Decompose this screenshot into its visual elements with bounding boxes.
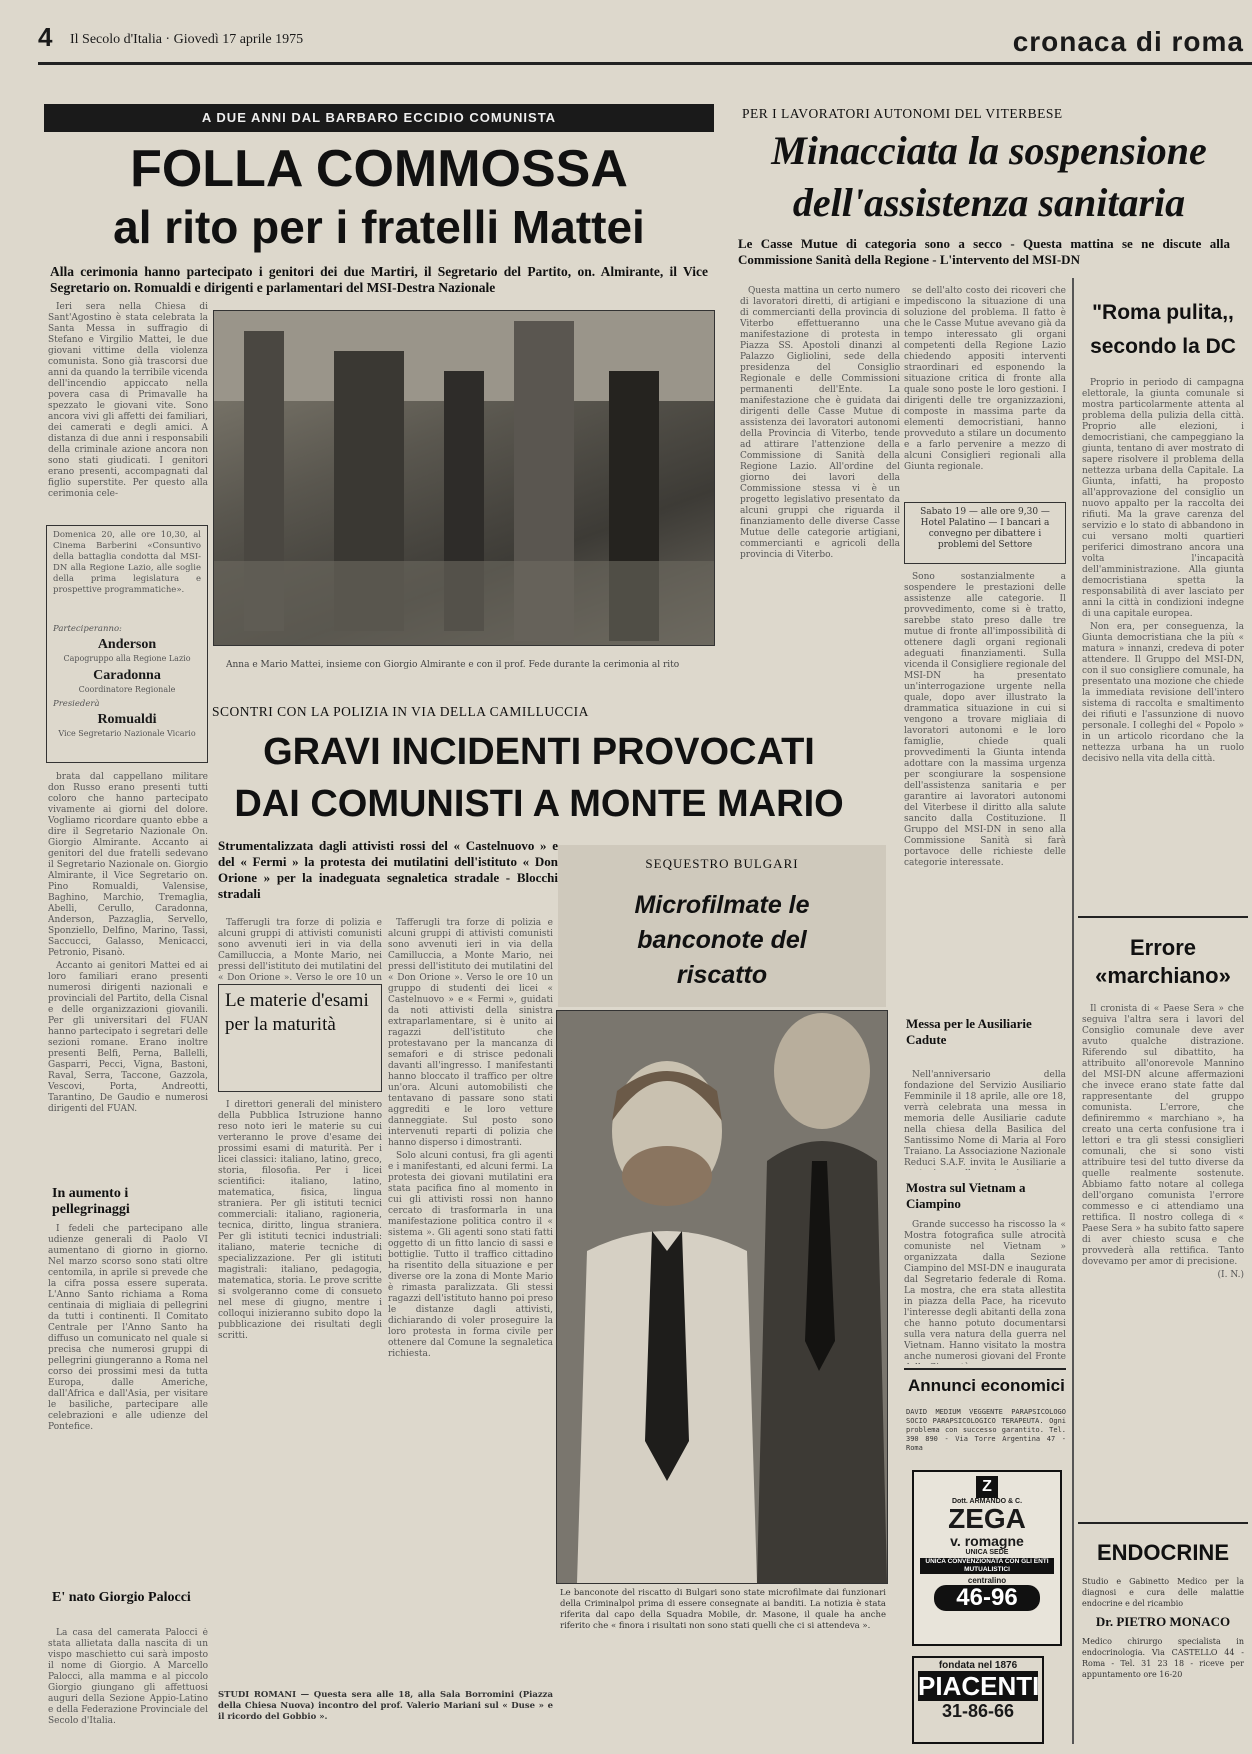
viterbo-headline-2: dell'assistenza sanitaria [792,180,1186,225]
monte-mario-deck: Strumentalizzata dagli attivisti rossi del « Castelnuovo » e del « Fermi » la protesta dei mutilatini dell'istituto « Don Orione » per la inadeguata segnaletica stradale - Blocchi stradali [218,838,558,901]
sabato-box [904,502,1066,564]
piacenti-founded: fondata nel 1876 [938,1660,1018,1671]
mattei-photo-caption: Anna e Mario Mattei, insieme con Giorgio Almirante e con il prof. Fede durante la cerimonia al rito [226,660,680,670]
monte-mario-body-1 [218,918,382,982]
mattei-deck: Alla cerimonia hanno partecipato i genitori dei due Martiri, il Segretario del Partito, on. Almirante, il Vice Segretario on. Romualdi e dirigenti e parlamentari del MSI-Destra Nazionale [50,264,708,295]
monte-mario-body-2-text: Solo alcuni contusi, fra gli agenti e i manifestanti, ed alcuni fermi. La protesta dei giovani mutilatini era stata pacifica fino al momento in cui gli attivisti rossi non hanno cercato di trasformarla in una manifestazione politica contro il « sistema ». Gli agenti sono stati fatti oggetto di un fitto lancio di sassi e bottiglie. Tutto il traffico cittadino ha risentito della situazione e per diverse ore la zona di Monte Mario è rimasta paralizzata. Gli stessi ragazzi dell'istituto hanno poi preso le distanze dagli attivisti, dichiarando di voler proseguire la loro protesta in forma civile per ottenere dal Comune la segnaletica richiesta. [388,1151,553,1359]
maturita-body-text: I direttori generali del ministero della Pubblica Istruzione hanno reso noto ieri le materie su cui verteranno le prove d'esame dei prossimi esami di maturità. Per i licei classici: italiano, latino, greco, storia, filosofia. Per i licei scientifici: italiano, latino, matematica, fisica, lingua straniera. Per gli istituti tecnici commerciali: italiano, ragioneria, tecnica, diritto, lingua straniera. Per gli istituti tecnici industriali: italiano, materie tecniche di specializzazione. Per gli istituti magistrali: italiano, pedagogia, matematica, storia. Le prove scritte si svolgeranno come di consueto nel mese di giugno, mentre i colloqui inizieranno subito dopo la pubblicazione dei risultati degli scritti. [218,1100,382,1341]
monte-mario-kicker: SCONTRI CON LA POLIZIA IN VIA DELLA CAMILLUCCIA [212,704,589,719]
convegno-role-1: Capogruppo alla Regione Lazio [63,654,191,663]
maturita-title: Le materie d'esami per la maturità [225,990,369,1035]
bulgari-headline: Microfilmate le banconote del riscatto [634,891,810,989]
roma-pulita-title-2: secondo la DC [1090,335,1236,358]
convegno-intro: Domenica 20, alle ore 10,30, al Cinema Barberini «Consuntivo della battaglia condotta dal MSI-DN alla Regione Lazio, alle soglie della prima legislatura e prospettive programmatiche». [53,530,201,595]
mattei-body-2-text: brata dal cappellano militare don Russo erano presenti tutti coloro che hanno partecipato vivamente ai giorni del dolore. Vogliamo ricordare quanto ebbe a dire il Segretario Nazionale On. Giorgio Almirante. Accanto ai genitori del due fratelli sedevano il Segretario Nazionale on. Giorgio Almirante, il Vice Segretario on. Pino Romualdi, Valensise, Baghino, Marchio, Tremaglia, Abelli, Cerullo, Caradonna, Anderson, Pazzaglia, Servello, Sponziello, Delfino, Marino, Tassi, Saccucci, Galasso, Menicacci, Petronio, Pisanò. [48,772,208,958]
viterbo-headline-1: Minacciata la sospensione [771,128,1207,173]
photo-icon [557,1011,887,1583]
annunci-rule [904,1368,1066,1370]
maturita-box [218,984,382,1092]
errore-body [1082,1004,1244,1504]
zega-convenzione: UNICA CONVENZIONATA CON GLI ENTI MUTUALISTICI [920,1558,1054,1574]
annunci-title: Annunci economici [908,1376,1065,1395]
mattei-body-1-text: Ieri sera nella Chiesa di Sant'Agostino è stata celebrata la Santa Messa in suffragio di Stefano e Virgilio Mattei, le due giovani vittime della violenza comunista. Sono già trascorsi due anni da quando la terribile vicenda dell'incendio appiccato nella povera casa di Primavalle ha spezzato le giovani vite. Sono ancora vivi gli affetti dei familiari, dei camerati e degli amici. A distanza di due anni i responsabili della criminale azione ancora non sono stati giudicati. I genitori erano presenti, accompagnati dal figlio superstite. Per questo alla cerimonia cele- [48,302,208,499]
endocrine-title: ENDOCRINE [1096,1540,1229,1565]
vietnam-body [904,1220,1066,1364]
convegno-box [46,525,208,763]
section-title: cronaca di roma [1012,26,1244,57]
convegno-speaker-3: Romualdi [97,712,157,727]
endocrine-address: Medico chirurgo specialista in endocrinologia. Via CASTELLO 44 - Roma - Tel. 31 23 18 - riceve per appuntamento ore 16-20 [1082,1637,1244,1679]
viterbo-body-3-text: Sono sostanzialmente a sospendere le prestazioni delle assistenze alle categorie. Il provvedimento, come si è tratto, sarebbe stato preso dalle tre mutue di fronte all'impossibilità di ottenere dagli organi regionali adeguati finanziamenti. Sulla vicenda il Consigliere regionale del MSI-DN ha presentato un'interrogazione urgente nella quale, dopo aver illustrato la drammatica situazione in cui si vengono a trovare migliaia di lavoratori autonomi e le loro famiglie, chiede quali provvedimenti la Giunta intenda adottare con la massima urgenza per scongiurare la sospensione dell'assistenza sanitaria e per garantire ai lavoratori autonomi del Viterbese il diritto alla salute sancito dalla Costituzione. Il Gruppo del MSI-DN in seno alla Commissione Sanità si farà portavoce delle richieste delle categorie interessate. [904,572,1066,868]
errore-signature: (I. N.) [1217,1270,1244,1280]
viterbo-body-1 [740,286,900,682]
endocrine-rule [1078,1522,1248,1524]
mattei-body-1 [48,302,208,512]
zega-unica-sede: UNICA SEDE [965,1549,1009,1556]
vietnam-title: Mostra sul Vietnam a Ciampino [906,1180,1026,1211]
monte-mario-body-1b-text: Tafferugli tra forze di polizia e alcuni gruppi di attivisti comunisti sono avvenuti ieri in via della Camilluccia, a Monte Mario, nei pressi dell'istituto dei mutilatini del « Don Orione ». Verso le ore 10 un gruppo di studenti dei licei « Castelnuovo » e « Fermi », guidati da noti attivisti della sinistra extraparlamentare, si è unito ai ragazzi dell'istituto che protestavano per la mancanza di semafori e di strisce pedonali davanti all'ingresso. I manifestanti hanno bloccato il traffico per oltre un'ora. Alcuni automobilisti che tentavano di passare sono stati aggrediti e le loro vetture danneggiate. Sul posto sono intervenuti reparti di polizia che hanno disperso i dimostranti. [388,918,553,1148]
viterbo-body-1-text: Questa mattina un certo numero di lavoratori diretti, di artigiani e di commercianti della provincia di Viterbo effettueranno una manifestazione di protesta in Piazza SS. Apostoli dinanzi al Palazzo Gigliolini, sede della presidenza del Consiglio Regionale e delle Commissioni permanenti dell'Ente. La manifestazione che è guidata dai dirigenti delle Casse Mutue di assistenza dei lavoratori autonomi della Provincia di Viterbo, tende ad attirare l'attenzione della Commissione di Sanità della Regione Lazio. All'ordine del giorno dei lavori della Commissione stessa vi è un progetto legislativo presentato da alcuni gruppi che riguarda il finanziamento delle diverse Casse Mutue delle categorie artigiani, commercianti e agricoli della provincia di Viterbo. [740,286,900,560]
studi-romani: STUDI ROMANI — Questa sera alle 18, alla Sala Borromini (Piazza della Chiesa Nuova) incontro del prof. Valerio Mariani sul « Duse » e il ricordo del Gobbio ». [218,1690,553,1722]
piacenti-ad [912,1656,1044,1744]
monte-mario-headline-2: DAI COMUNISTI A MONTE MARIO [234,783,844,825]
right-column-rule [1072,278,1074,1744]
mattei-headline-2: al rito per i fratelli Mattei [113,201,645,253]
viterbo-body-2-text: se dell'alto costo dei ricoveri che impediscono la situazione di una soluzione del problema. Il fatto è che le Casse Mutue avevano già da tempo interessato gli organi competenti della Regione Lazio chiedendo appositi interventi straordinari ed esponendo la situazione critica di fronte alla quale sono poste le loro gestioni. I dirigenti delle tre organizzazioni, composte in massima parte da elementi democristiani, hanno provveduto a stilare un documento e a farlo pervenire a mezzo di alcuni Consiglieri regionali alla Giunta regionale. [904,286,1066,472]
pellegrinaggi-title: In aumento i pellegrinaggi [52,1186,130,1217]
page-number: 4 [38,22,53,52]
mattei-body-2 [48,772,208,1172]
monte-mario-body-1-text: Tafferugli tra forze di polizia e alcuni gruppi di attivisti comunisti sono avvenuti ieri in via della Camilluccia, a Monte Mario, nei pressi dell'istituto dei mutilatini del « Don Orione ». Verso le ore 10 un [218,918,382,982]
bulgari-photo [556,1010,888,1584]
paper-date: Il Secolo d'Italia · Giovedì 17 aprile 1975 [70,32,304,47]
ausiliarie-body [904,1070,1066,1170]
zega-logo-letter: Z [976,1476,998,1498]
viterbo-body-3 [904,572,1066,968]
errore-rule [1078,916,1248,918]
palocci-title: E' nato Giorgio Palocci [52,1590,191,1605]
photo-icon [214,311,714,645]
monte-mario-headline-1: GRAVI INCIDENTI PROVOCATI [263,731,815,773]
bulgari-caption: Le banconote del riscatto di Bulgari sono state microfilmate dai funzionari della Criminalpol prima di essere consegnate ai banditi. La notizia è stata riferita dal capo della Squadra Mobile, dr. Masone, il quale ha anche riferito che « finora i risultati non sono stati quelli che ci si attendeva ». [560,1588,886,1631]
zega-ad [912,1470,1062,1646]
piacenti-phone: 31-86-66 [941,1701,1015,1721]
sabato-text: Sabato 19 — alle ore 9,30 — Hotel Palatino — I bancari a convegno per dibattere i problemi del Settore [920,507,1050,550]
viterbo-body-2 [904,286,1066,496]
errore-body-text: Il cronista di « Paese Sera » che seguiva l'altra sera i lavori del Consiglio comunale deve aver avuto qualche distrazione. Riferendo sul dibattito, ha attribuito all'onorevole Mannino del MSI-DN alcune affermazioni che invece erano state fatte dal rappresentante del gruppo comunista. L'errore, che definiremmo « marchiano », ha creato una certa confusione tra i lettori e tra gli stessi consiglieri comunali, che si sono visti attribuire tesi del tutto diverse da quelle realmente sostenute. Abbiamo fatto notare al collega dell'organo comunista l'errore commesso e ci attendiamo una rettifica. Il nostro collega di « Paese Sera » ha subito fatto sapere di aver chiesto scusa e che provvederà alla rettifica. Tanto dovevamo per amor di precisione. [1082,1004,1244,1267]
mattei-body-3-text: Accanto ai genitori Mattei ed ai loro familiari erano presenti numerosi dirigenti nazionali e provinciali del Partito, della Cisnal e delle organizzazioni giovanili. Per gli universitari del FUAN hanno partecipato i segretari delle sezioni romane. Erano inoltre presenti Belfi, Perna, Ballelli, Gasparri, Pecci, Vigna, Bastoni, Raval, Serra, Taccone, Gazzola, Vescovi, Porta, Andreotti, Tarantino, De Gaudio e numerosi dirigenti del FUAN. [48,961,208,1114]
endocrine-doctor: Dr. PIETRO MONACO [1095,1614,1231,1629]
roma-pulita-body-2-text: Non era, per conseguenza, la Giunta democristiana che la più « matura » innanzi, credeva di poter attendere. Il Gruppo del MSI-DN, con il suo consigliere comunale, ha presentato una mozione che chiede la immediata revisione dell'intero sistema di raccolta e smaltimento dei rifiuti e l'assunzione di nuovo personale. I colleghi del « Popolo » in un articolo ricordano che la nettezza urbana ha un ruolo decisivo nella vita della città. [1082,622,1244,764]
vietnam-body-text: Grande successo ha riscosso la « Mostra fotografica sulle atrocità comuniste nel Vietnam » organizzata dalla Sezione Ciampino del MSI-DN e inaugurata dal Segretario federale di Roma. La mostra, che era stata allestita in piazza della Pace, ha ricevuto l'interesse degli abitanti della zona che hanno potuto documentarsi sulla vera natura della guerra nel Vietnam. Hanno visitato la mostra anche numerosi giovani del Fronte [904,1220,1066,1362]
zega-name: ZEGA [948,1503,1026,1534]
endocrine-sub: Studio e Gabinetto Medico per la diagnosi e cura delle malattie endocrine e del ricambio [1082,1577,1244,1608]
zega-phone-label: centralino [967,1576,1007,1585]
palocci-body [48,1628,208,1744]
mattei-headline-1: FOLLA COMMOSSA [130,140,628,198]
viterbo-deck: Le Casse Mutue di categoria sono a secco - Questa mattina se ne discute alla Commissione Sanità della Regione - L'intervento del MSI-DN [738,236,1230,267]
ausiliarie-title: Messa per le Ausiliarie Cadute [906,1016,1032,1047]
ausiliarie-body-text: Nell'anniversario della fondazione del Servizio Ausiliario Femminile il 18 aprile, alle ore 18, verrà celebrata una messa in memoria delle Ausiliarie cadute nella chiesa della Basilica del Santissimo Nome di Maria al Foro Traiano. La Associazione Nazionale Reduci S.A.F. invita le Ausiliarie a [904,1070,1066,1168]
pellegrinaggi-body [48,1224,208,1584]
errore-title-1: Errore [1129,935,1197,960]
mattei-kicker: A DUE ANNI DAL BARBARO ECCIDIO COMUNISTA [44,104,714,132]
annunci-body: DAVID MEDIUM VEGGENTE PARAPSICOLOGO SOCIO PARAPSICOLOGICO TERAPEUTA. Ogni problema con successo garantito. Tel. 390 890 - Via Torre Argentina 47 - Roma [906,1408,1066,1452]
maturita-body [218,1100,382,1690]
masthead-rule [38,62,1252,65]
monte-mario-body-2 [388,918,553,1678]
zega-phone: 46-96 [934,1585,1040,1611]
mattei-photo [213,310,715,646]
convegno-speaker-1: Anderson [97,637,157,652]
errore-title-2: «marchiano» [1095,963,1231,988]
pellegrinaggi-body-text: I fedeli che partecipano alle udienze generali di Paolo VI aumentano di giorno in giorno. Nel marzo scorso sono stati oltre centomila, in aprile si prevede che la cifra possa essere superata. L'Anno Santo richiama a Roma centinaia di migliaia di pellegrini da tutti i continenti. Il Comitato Centrale per l'Anno Santo ha diffuso un comunicato nel quale si precisa che numerosi gruppi di pellegrini giungeranno a Roma nel corso dei prossimi mesi da tutta Europa, dalle Americhe, dall'Africa e dall'Asia, per visitare le basiliche, partecipare alle celebrazioni e alle udienze del Pontefice. [48,1224,208,1432]
zega-street: v. romagne [950,1533,1024,1549]
roma-pulita-body [1082,378,1244,898]
convegno-role-3: Vice Segretario Nazionale Vicario [58,729,196,738]
zega-owner: Dott. ARMANDO & C. [951,1498,1023,1505]
bulgari-kicker: SEQUESTRO BULGARI [645,856,799,871]
roma-pulita-title-1: "Roma pulita,, [1092,301,1234,324]
convegno-speaker-2: Caradonna [93,668,161,683]
palocci-body-text: La casa del camerata Palocci è stata allietata dalla nascita di un vispo maschietto cui sarà imposto il nome di Giorgio. A Marcello Palocci, alla mamma e al piccolo Giorgio giungano gli affettuosi auguri della Sezione Appio-Latino e della Federazione Provinciale del Secolo d'Italia. [48,1628,208,1726]
convegno-role-2: Coordinatore Regionale [78,685,176,694]
convegno-preside-label: Presiederà [53,699,100,709]
viterbo-kicker: PER I LAVORATORI AUTONOMI DEL VITERBESE [742,106,1063,121]
convegno-participate-label: Parteciperanno: [53,624,122,634]
piacenti-name: PIACENTI [918,1671,1040,1701]
roma-pulita-body-text: Proprio in periodo di campagna elettorale, la giunta comunale si mostra particolarmente attenta al problema della pulizia della città. Proprio alle elezioni, i democristiani, che campeggiano la giunta, tentano di aver mostrato di sapere risolvere il problema della nettezza urbana della Capitale. La Giunta, infatti, ha proposto all'approvazione del consiglio un nuovo appalto per la raccolta dei rifiuti. Ma la grave carenza del servizio e lo stato di abbandono in cui versano molti quartieri periferici dimostrano ancora una volta l'incapacità dell'amministrazione. Alla giunta democristiana spetta la responsabilità di aver lasciato per anni la città in condizioni indegne di una capitale europea. [1082,378,1244,619]
